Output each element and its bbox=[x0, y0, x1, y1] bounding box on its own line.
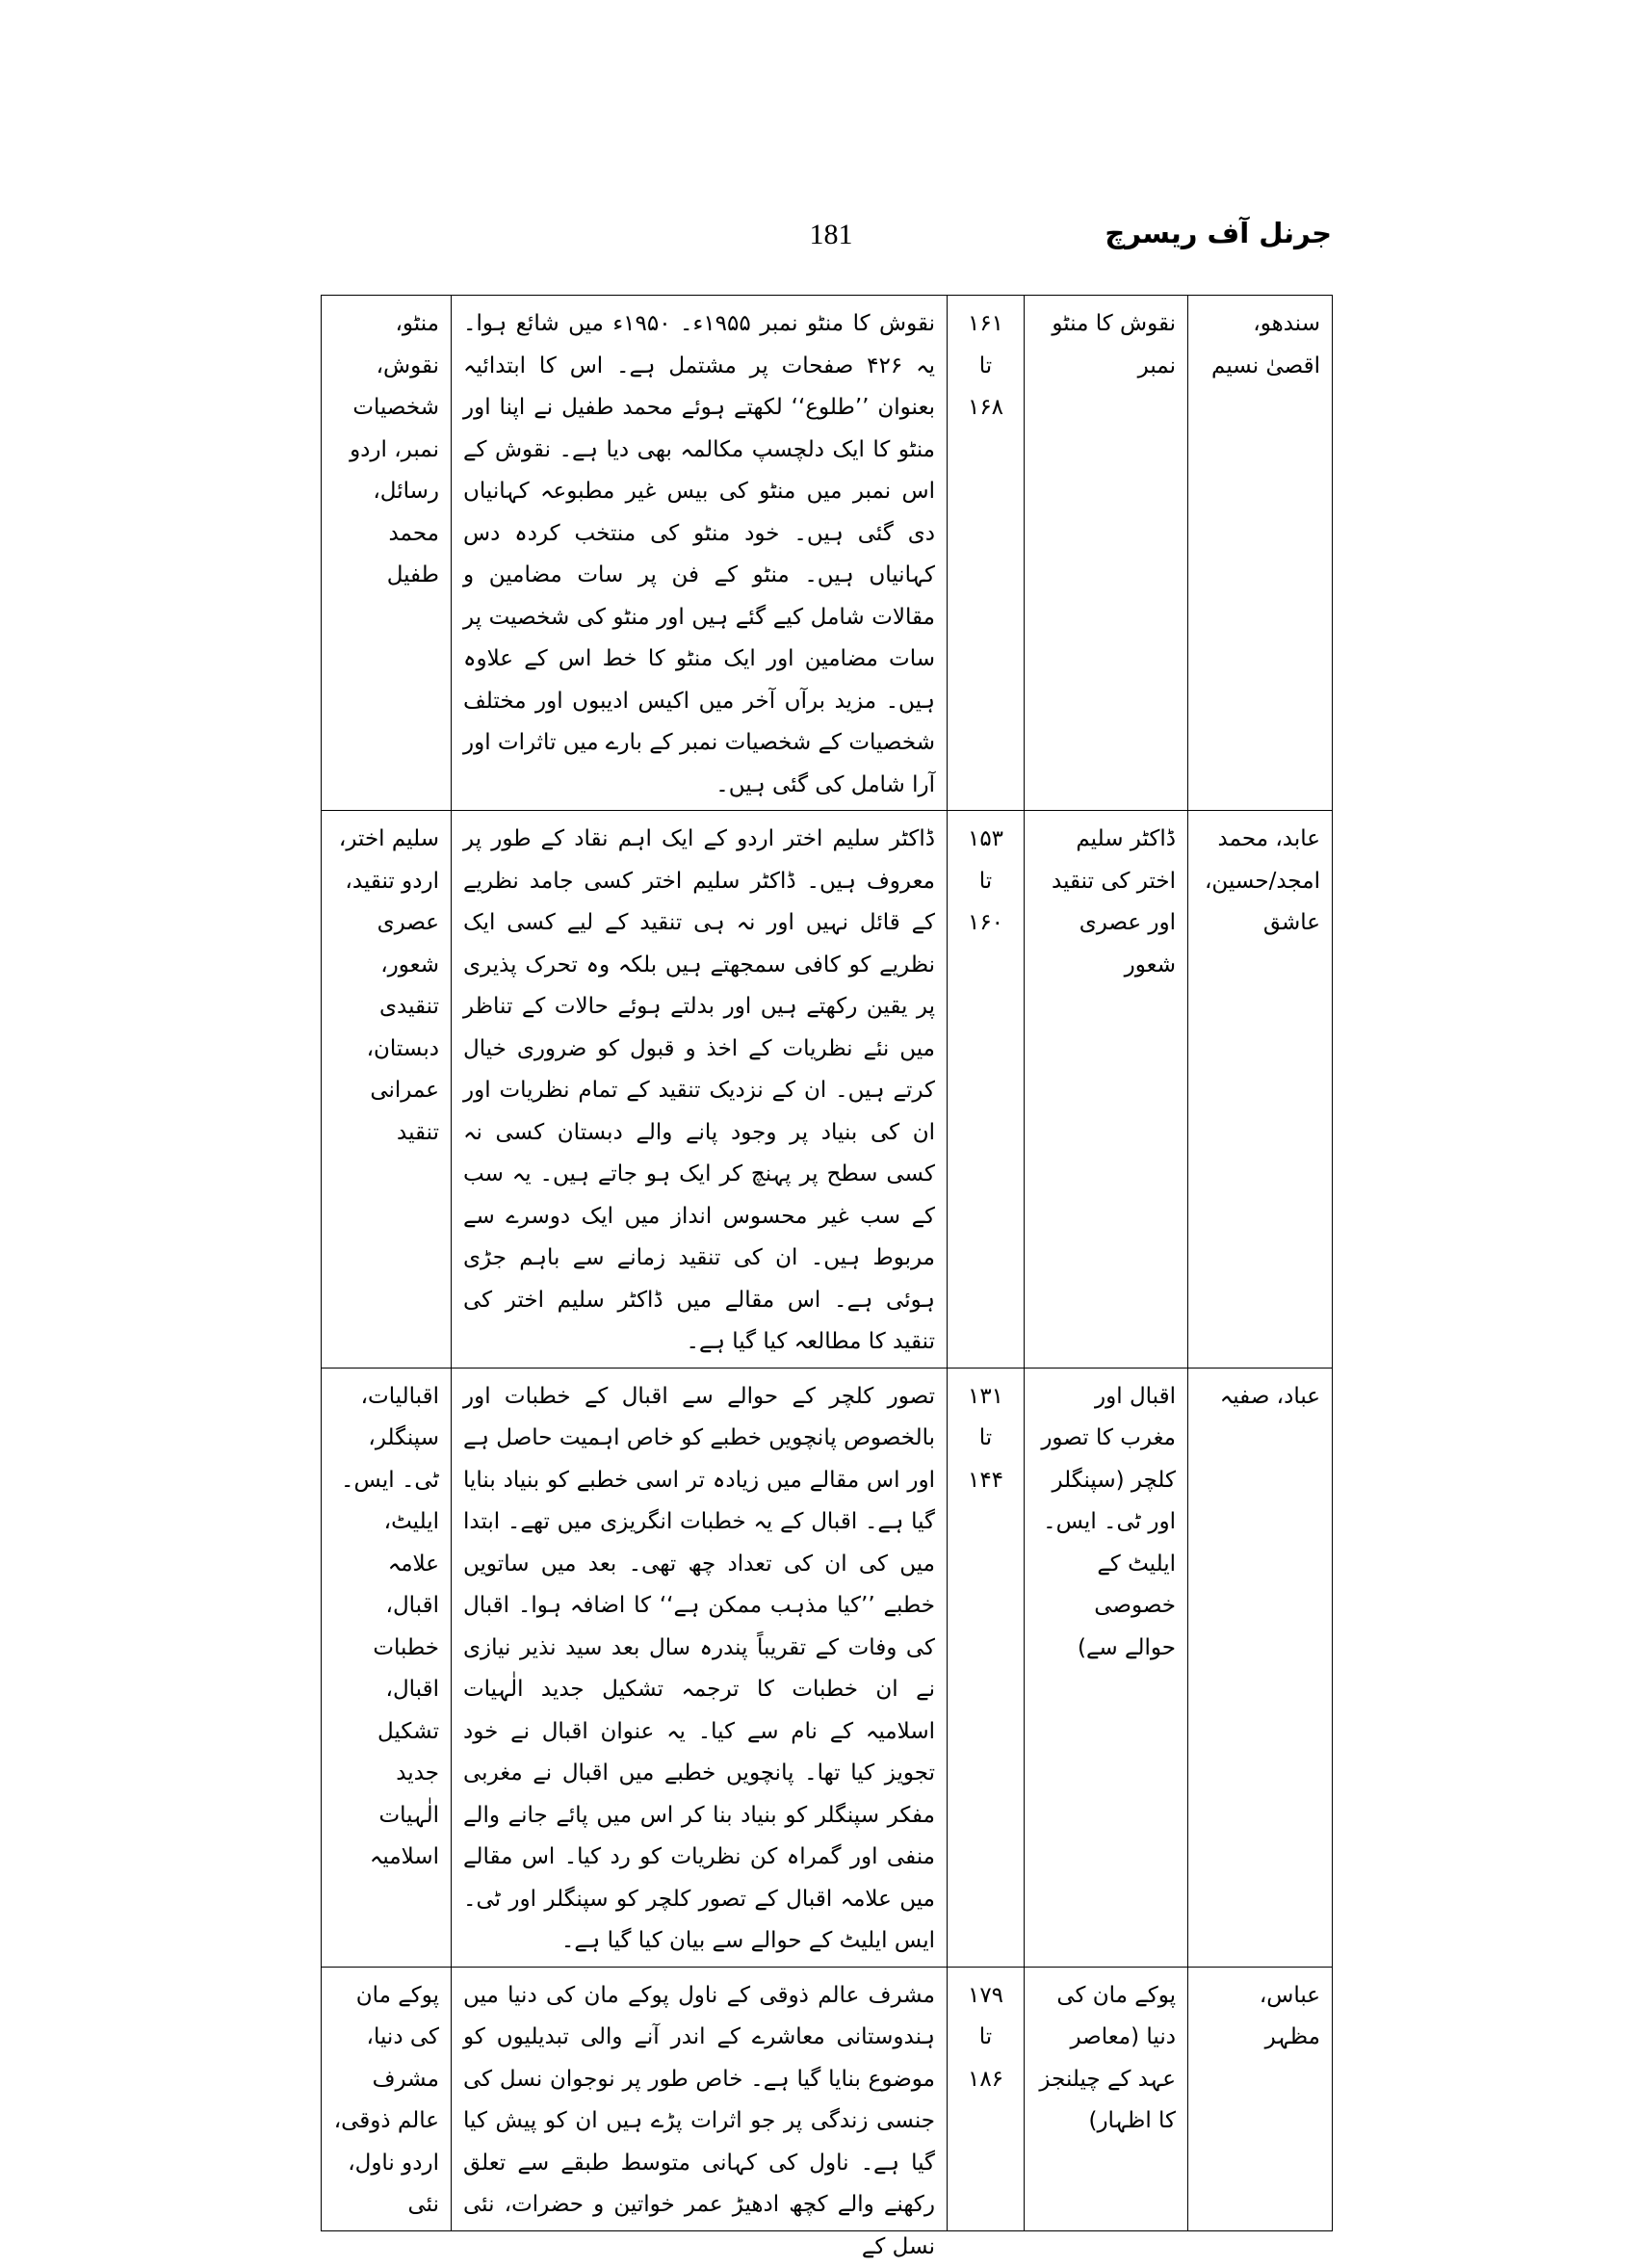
pages-to: ۱۴۴ bbox=[967, 1467, 1004, 1493]
keywords-cell: پوکے مان کی دنیا، مشرف عالم ذوقی، اردو ناول، نئی bbox=[322, 1967, 452, 2230]
pages-separator: تا bbox=[978, 352, 993, 378]
journal-title: جرنل آف ریسرچ bbox=[1105, 217, 1332, 249]
pages-from: ۱۷۹ bbox=[967, 1982, 1004, 2008]
pages-from: ۱۵۳ bbox=[967, 826, 1004, 851]
pages-to: ۱۶۸ bbox=[967, 395, 1004, 420]
abstract-cell: ڈاکٹر سلیم اختر اردو کے ایک اہم نقاد کے طور پر معروف ہیں۔ ڈاکٹر سلیم اختر کسی جامد نظریے کے قائل نہیں اور نہ ہی تنقید کے لیے کسی ایک نظریے کو کافی سمجھتے ہیں بلکہ وہ تحرک پذیری پر یقین رکھتے ہیں اور بدلتے ہوئے حالات کے تناظر میں نئے نظریات کے اخذ و قبول کو ضروری خیال کرتے ہیں۔ ان کے نزدیک تنقید کے تمام نظریات اور ان کی بنیاد پر وجود پانے والے دبستان کسی نہ کسی سطح پر پہنچ کر ایک ہو جاتے ہیں۔ یہ سب کے سب غیر محسوس انداز میں ایک دوسرے سے مربوط ہیں۔ ان کی تنقید زمانے سے باہم جڑی ہوئی ہے۔ اس مقالے میں ڈاکٹر سلیم اختر کی تنقید کا مطالعہ کیا گیا ہے۔ bbox=[452, 811, 948, 1369]
table-row bbox=[322, 1368, 1333, 1967]
abstract-cell: نقوش کا منٹو نمبر ۱۹۵۵ء۔ ۱۹۵۰ء میں شائع ہوا۔ یہ ۴۲۶ صفحات پر مشتمل ہے۔ اس کا ابتدائیہ بعنوان ’’طلوع‘‘ لکھتے ہوئے محمد طفیل نے اپنا اور منٹو کا ایک دلچسپ مکالمہ بھی دیا ہے۔ نقوش کے اس نمبر میں منٹو کی بیس غیر مطبوعہ کہانیاں دی گئی ہیں۔ خود منٹو کی منتخب کردہ دس کہانیاں ہیں۔ منٹو کے فن پر سات مضامین و مقالات شامل کیے گئے ہیں اور منٹو کی شخصیت پر سات مضامین اور ایک منٹو کا خط اس کے علاوہ ہیں۔ مزید برآں آخر میں اکیس ادیبوں اور مختلف شخصیات کے شخصیات نمبر کے بارے میں تاثرات اور آرا شامل کی گئی ہیں۔ bbox=[452, 296, 948, 811]
page-header bbox=[321, 217, 1332, 265]
table-row bbox=[322, 1967, 1333, 2230]
pages-cell bbox=[948, 1368, 1025, 1967]
title-cell: نقوش کا منٹو نمبر bbox=[1025, 296, 1188, 811]
title-cell: ڈاکٹر سلیم اختر کی تنقید اور عصری شعور bbox=[1025, 811, 1188, 1369]
table-row bbox=[322, 296, 1333, 811]
pages-separator: تا bbox=[978, 868, 993, 894]
author-cell: عابد، محمد امجد/حسین، عاشق bbox=[1188, 811, 1333, 1369]
author-cell: سندھو، اقصیٰ نسیم bbox=[1188, 296, 1333, 811]
pages-separator: تا bbox=[978, 1425, 993, 1450]
keywords-cell: منٹو، نقوش، شخصیات نمبر، اردو رسائل، محمد طفیل bbox=[322, 296, 452, 811]
pages-cell bbox=[948, 811, 1025, 1369]
author-cell: عباد، صفیہ bbox=[1188, 1368, 1333, 1967]
abstract-text: مشرف عالم ذوقی کے ناول پوکے مان کی دنیا میں ہندوستانی معاشرے کے اندر آنے والی تبدیلیوں کو موضوع بنایا گیا ہے۔ خاص طور پر نوجوان نسل کی جنسی زندگی پر جو اثرات پڑے ہیں ان کو پیش کیا گیا ہے۔ ناول کی کہانی متوسط طبقے سے تعلق رکھنے والے کچھ ادھیڑ عمر خواتین و حضرات، نئی نسل کے bbox=[463, 1982, 935, 2259]
table-row bbox=[322, 811, 1333, 1369]
pages-to: ۱۸۶ bbox=[967, 2066, 1004, 2092]
pages-from: ۱۳۱ bbox=[967, 1383, 1004, 1409]
page-number: 181 bbox=[809, 219, 853, 250]
keywords-cell: سلیم اختر، اردو تنقید، عصری شعور، تنقیدی دبستان، عمرانی تنقید bbox=[322, 811, 452, 1369]
abstract-cell: تصور کلچر کے حوالے سے اقبال کے خطبات اور بالخصوص پانچویں خطبے کو خاص اہمیت حاصل ہے اور اس مقالے میں زیادہ تر اسی خطبے کو بنیاد بنایا گیا ہے۔ اقبال کے یہ خطبات انگریزی میں تھے۔ ابتدا میں کی ان کی تعداد چھ تھی۔ بعد میں ساتویں خطبے ’’کیا مذہب ممکن ہے‘‘ کا اضافہ ہوا۔ اقبال کی وفات کے تقریباً پندرہ سال بعد سید نذیر نیازی نے ان خطبات کا ترجمہ تشکیل جدید الٰہیات اسلامیہ کے نام سے کیا۔ یہ عنوان اقبال نے خود تجویز کیا تھا۔ پانچویں خطبے میں اقبال نے مغربی مفکر سپنگلر کو بنیاد بنا کر اس میں پائے جانے والے منفی اور گمراہ کن نظریات کو رد کیا۔ اس مقالے میں علامہ اقبال کے تصور کلچر کو سپنگلر اور ٹی۔ ایس ایلیٹ کے حوالے سے بیان کیا گیا ہے۔ bbox=[452, 1368, 948, 1967]
records-table bbox=[321, 295, 1333, 2259]
pages-cell bbox=[948, 296, 1025, 811]
pages-to: ۱۶۰ bbox=[967, 910, 1004, 935]
pages-separator: تا bbox=[978, 2024, 993, 2049]
keywords-cell: اقبالیات، سپنگلر، ٹی۔ ایس۔ ایلیٹ، علامہ اقبال، خطبات اقبال، تشکیل جدید الٰہیات اسلامیہ bbox=[322, 1368, 452, 1967]
author-cell: عباس، مظہر bbox=[1188, 1967, 1333, 2230]
abstract-cell bbox=[452, 1967, 948, 2259]
pages-from: ۱۶۱ bbox=[967, 311, 1004, 336]
title-cell: اقبال اور مغرب کا تصور کلچر (سپنگلر اور ٹی۔ ایس۔ ایلیٹ کے خصوصی حوالے سے) bbox=[1025, 1368, 1188, 1967]
title-cell: پوکے مان کی دنیا (معاصر عہد کے چیلنجز کا اظہار) bbox=[1025, 1967, 1188, 2230]
pages-cell bbox=[948, 1967, 1025, 2230]
